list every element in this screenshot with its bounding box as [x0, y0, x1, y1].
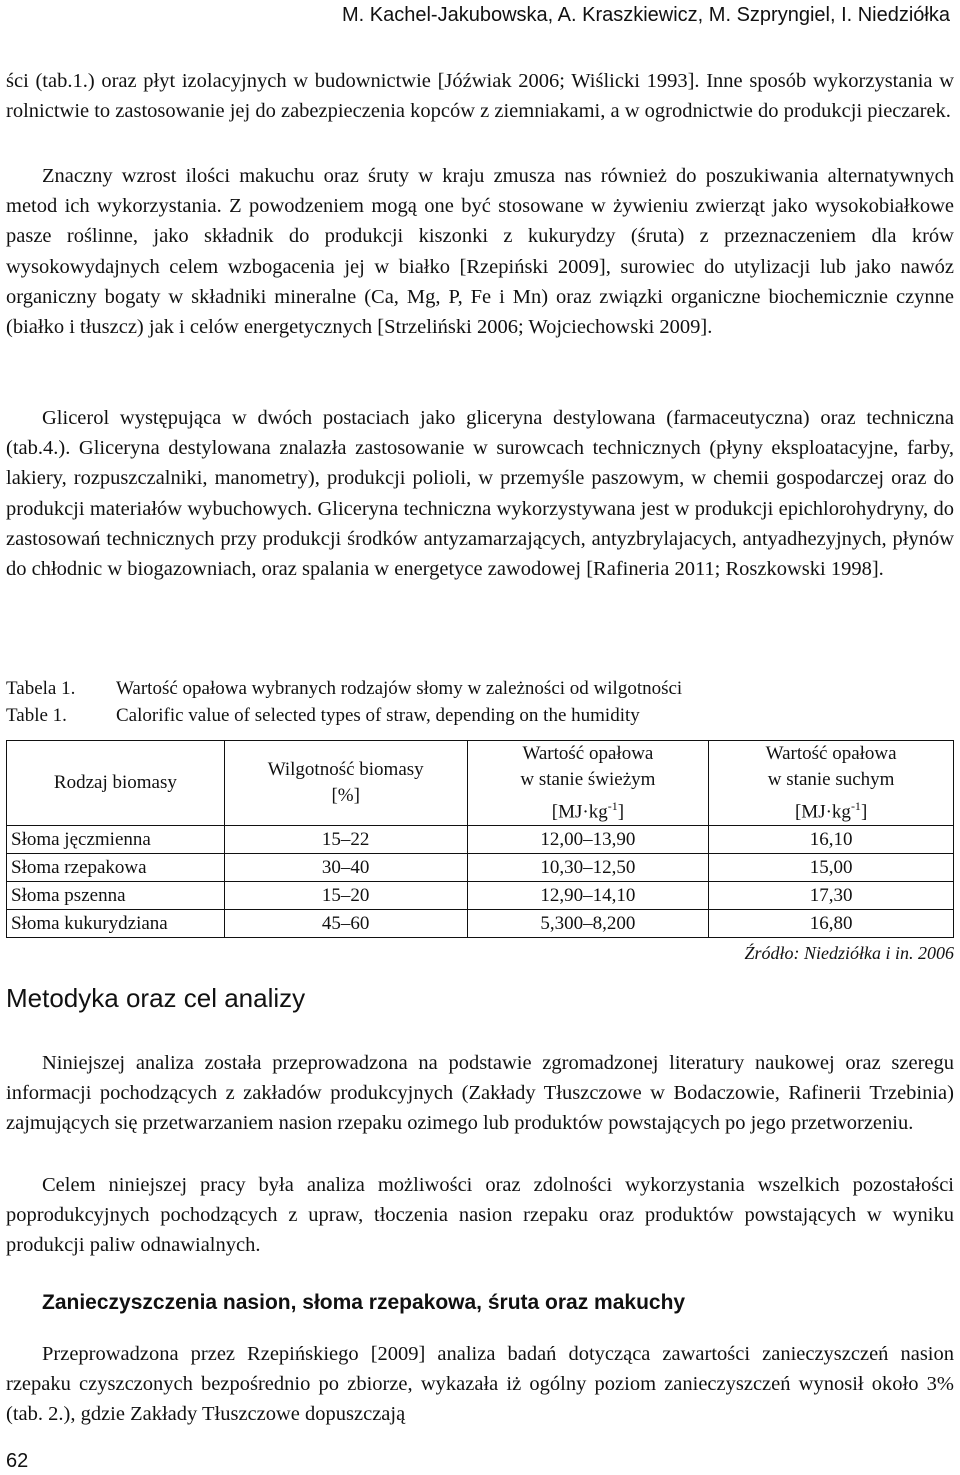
- table-cell: 15–20: [224, 882, 467, 910]
- table-cell: 45–60: [224, 910, 467, 938]
- table-row: [7, 882, 954, 910]
- table-cell: 15,00: [709, 854, 954, 882]
- table-cell: 16,80: [709, 910, 954, 938]
- table-cell: 15–22: [224, 826, 467, 854]
- paragraph-6: Przeprowadzona przez Rzepińskiego [2009] analiza badań dotycząca zawartości zanieczyszczeń nasion rzepaku czyszczonych bezpośrednio po zbiorze, wykazała iż ogólny poziom zanieczyszczeń wynosił około 3% (tab. 2.), gdzie Zakłady Tłuszczowe dopuszczają: [6, 1343, 954, 1426]
- paragraph-2: Znaczny wzrost ilości makuchu oraz śruty w kraju zmusza nas również do poszukiwania alternatywnych metod ich wykorzystania. Z powodzeniem mogą one być stosowane w żywieniu zwierząt jako wysokobiałkowe pasze roślinne, jako składnik do produkcji kiszonki z kukurydzy (śruta) z przeznaczeniem dla krów wysokowydajnych celem wzbogacenia jej w białko [Rzepiński 2009], surowiec do utylizacji lub jako nawóz organiczny bogaty w składniki mineralne (Ca, Mg, P, Fe i Mn) oraz związki organiczne biochemicznie czynne (białko i tłuszcz) jak i celów energetycznych [Strzeliński 2006; Wojciechowski 2009].: [6, 165, 954, 339]
- table-header-row: [7, 741, 954, 826]
- table-cell: 30–40: [224, 854, 467, 882]
- table-label-en: Table 1.: [6, 705, 67, 726]
- col-header-dry-value: Wartość opałowa w stanie suchym $[MJ\cdot kg^{-1}]$: [709, 741, 954, 826]
- table-cell: Słoma rzepakowa: [7, 854, 225, 882]
- col-header-fresh-value: Wartość opałowa w stanie świeżym $[MJ\cdot kg^{-1}]$: [467, 741, 709, 826]
- table-title-pl: Wartość opałowa wybranych rodzajów słomy w zależności od wilgotności: [116, 678, 683, 699]
- table-cell: 16,10: [709, 826, 954, 854]
- table-row: [7, 826, 954, 854]
- calorific-value-table: [6, 740, 954, 938]
- table-caption-pl: [6, 675, 682, 703]
- paragraph-4: Niniejszej analiza została przeprowadzona na podstawie zgromadzonej literatury naukowej oraz szeregu informacji pochodzących z zakładów produkcyjnych (Zakłady Tłuszczowe w Bodaczowie, Rafinerii Trzebinia) zajmujących się przetwarzaniem nasion rzepaku ozimego lub produktów powstających po jego przetworzeniu.: [6, 1052, 954, 1135]
- table-label-pl: Tabela 1.: [6, 678, 76, 699]
- table-cell: Słoma kukurydziana: [7, 910, 225, 938]
- paragraph-5: Celem niniejszej pracy była analiza możliwości oraz zdolności wykorzystania wszelkich pozostałości poprodukcyjnych pochodzących z upraw, tłoczenia nasion rzepaku oraz produktów powstających w wyniku produkcji paliw odnawialnych.: [6, 1174, 954, 1257]
- section-heading: Metodyka oraz cel analizy: [6, 983, 306, 1013]
- table-source: Źródło: Niedziółka i in. 2006: [744, 943, 954, 963]
- col-header-moisture: Wilgotność biomasy [%]: [224, 741, 467, 826]
- paragraph-1: ści (tab.1.) oraz płyt izolacyjnych w budownictwie [Jóźwiak 2006; Wiślicki 1993]. Inne sposób wykorzystania w rolnictwie to zastosowanie jej do zabezpieczenia kopców z ziemniakami, a w ogrodnictwie do produkcji pieczarek.: [6, 70, 954, 123]
- paragraph-3: Glicerol występująca w dwóch postaciach jako gliceryna destylowana (farmaceutyczna) oraz techniczna (tab.4.). Gliceryna destylowana znalazła zastosowanie w surowcach technicznych (płyny eksploatacyjne, farby, lakiery, rozpuszczalniki, manometry), produkcji polioli, w przemyśle paszowym, w chemii gospodarczej oraz do produkcji materiałów wybuchowych. Gliceryna techniczna wykorzystywana jest w produkcji epichlorohydryny, do zastosowań technicznych przy produkcji środków antyzamarzających, antyzbrylajacych, antyadhezyjnych, płynów do chłodnic w biogazowniach, oraz spalania w energetyce zawodowej [Rafineria 2011; Roszkowski 1998].: [6, 407, 954, 581]
- col-header-biomass: Rodzaj biomasy: [7, 741, 225, 826]
- table-caption-en: [6, 702, 640, 730]
- table-cell: 10,30–12,50: [467, 854, 709, 882]
- table-row: [7, 910, 954, 938]
- table-cell: 5,300–8,200: [467, 910, 709, 938]
- page-number: 62: [6, 1450, 29, 1472]
- table-cell: 17,30: [709, 882, 954, 910]
- table-cell: Słoma pszenna: [7, 882, 225, 910]
- table-cell: Słoma jęczmienna: [7, 826, 225, 854]
- subsection-heading: Zanieczyszczenia nasion, słoma rzepakowa, śruta oraz makuchy: [42, 1291, 686, 1314]
- table-cell: 12,90–14,10: [467, 882, 709, 910]
- table-row: [7, 854, 954, 882]
- table-title-en: Calorific value of selected types of straw, depending on the humidity: [116, 705, 640, 726]
- table-cell: 12,00–13,90: [467, 826, 709, 854]
- running-header: M. Kachel-Jakubowska, A. Kraszkiewicz, M. Szpryngiel, I. Niedziółka: [342, 4, 950, 26]
